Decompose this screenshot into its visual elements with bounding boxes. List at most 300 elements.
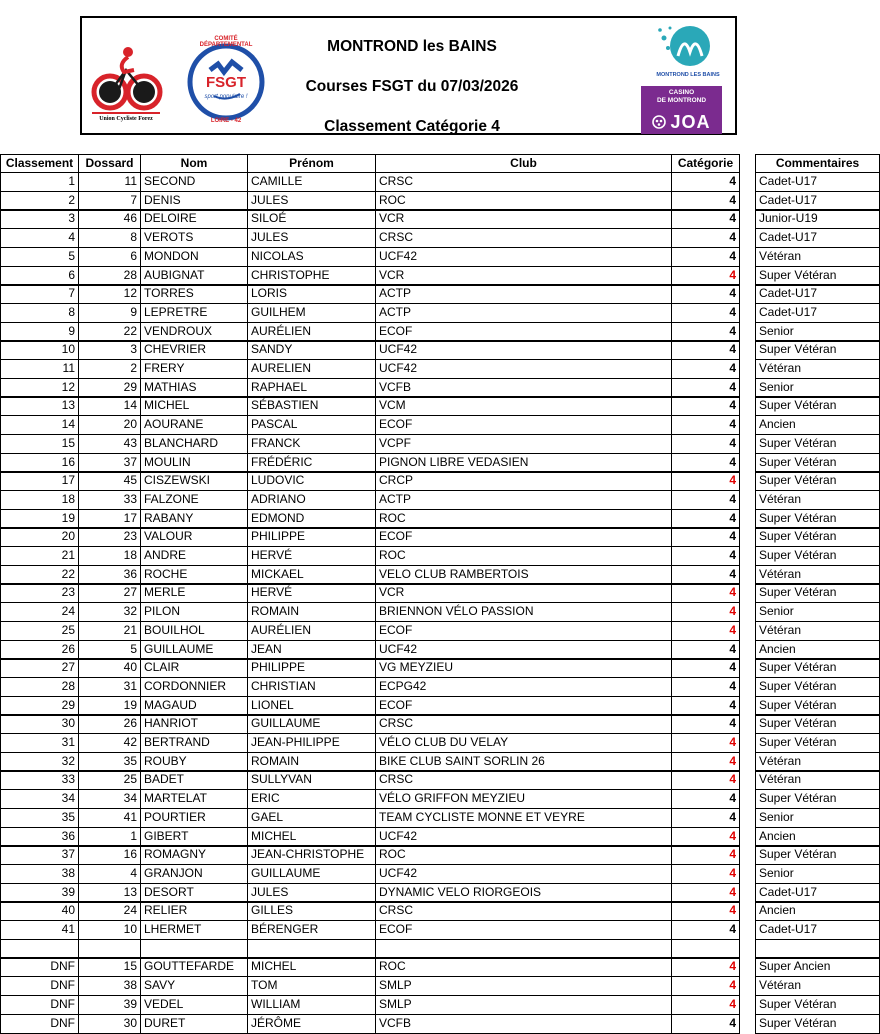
cell-rank: 10 <box>0 340 79 360</box>
header-commentaires: Commentaires <box>755 154 880 173</box>
cell-nom: RABANY <box>140 509 248 529</box>
cell-cat: 4 <box>671 322 740 342</box>
cell-rank: 18 <box>0 490 79 510</box>
cell-nom: BADET <box>140 770 248 790</box>
cell-cat: 4 <box>671 303 740 323</box>
cell-bib: 13 <box>78 883 141 903</box>
cell-comment: Cadet-U17 <box>755 228 880 248</box>
cell-cat: 4 <box>671 415 740 435</box>
cell-bib: 9 <box>78 303 141 323</box>
header-dossard: Dossard <box>78 154 141 173</box>
cell-comment: Super Vétéran <box>755 789 880 809</box>
cell-bib: 34 <box>78 789 141 809</box>
cell-rank: 41 <box>0 920 79 940</box>
cell-comment: Vétéran <box>755 359 880 379</box>
cell-club: CRCP <box>375 471 672 491</box>
cell-nom: MARTELAT <box>140 789 248 809</box>
cell-club: UCF42 <box>375 827 672 847</box>
cell-comment: Vétéran <box>755 976 880 996</box>
cell-comment: Vétéran <box>755 752 880 772</box>
cell-prenom: CAMILLE <box>247 172 376 192</box>
cell-bib: 17 <box>78 509 141 529</box>
cell-cat: 4 <box>671 995 740 1015</box>
cell-comment: Senior <box>755 864 880 884</box>
cell-prenom: SULLYVAN <box>247 770 376 790</box>
cell-rank: 40 <box>0 901 79 921</box>
cell-prenom: BÉRENGER <box>247 920 376 940</box>
cell-comment: Cadet-U17 <box>755 191 880 211</box>
cell-comment: Ancien <box>755 640 880 660</box>
cell-club: SMLP <box>375 976 672 996</box>
cell-rank: 12 <box>0 378 79 398</box>
cell-club: BIKE CLUB SAINT SORLIN 26 <box>375 752 672 772</box>
cell-nom: FALZONE <box>140 490 248 510</box>
cell-prenom: RAPHAEL <box>247 378 376 398</box>
cell-bib: 40 <box>78 658 141 678</box>
cell-comment: Super Vétéran <box>755 995 880 1015</box>
cell-bib: 3 <box>78 340 141 360</box>
cell-rank: DNF <box>0 995 79 1015</box>
cell-rank: 21 <box>0 546 79 566</box>
fsgt-name: FSGT <box>206 74 246 91</box>
cell-prenom: EDMOND <box>247 509 376 529</box>
cell-comment: Super Vétéran <box>755 733 880 753</box>
cell-bib: 42 <box>78 733 141 753</box>
cell-bib: 14 <box>78 396 141 416</box>
cell-cat: 4 <box>671 191 740 211</box>
cell-prenom <box>247 939 376 959</box>
cell-cat: 4 <box>671 1014 740 1034</box>
cell-bib: 41 <box>78 808 141 828</box>
cell-rank: 38 <box>0 864 79 884</box>
cell-bib: 30 <box>78 1014 141 1034</box>
cell-prenom: MICHEL <box>247 957 376 977</box>
cell-cat: 4 <box>671 453 740 473</box>
cell-nom: TORRES <box>140 284 248 304</box>
cell-cat: 4 <box>671 883 740 903</box>
montrond-logo-text: MONTROND LES BAINS <box>656 72 720 78</box>
cell-bib: 10 <box>78 920 141 940</box>
cell-cat: 4 <box>671 378 740 398</box>
fsgt-bottom-text: LOIRE - 42 <box>210 118 242 124</box>
cell-cat: 4 <box>671 209 740 229</box>
cell-bib <box>78 939 141 959</box>
cell-rank: 23 <box>0 583 79 603</box>
cell-club: ROC <box>375 546 672 566</box>
cell-club: VCR <box>375 583 672 603</box>
cell-rank: DNF <box>0 976 79 996</box>
cell-cat: 4 <box>671 471 740 491</box>
cell-comment: Super Vétéran <box>755 266 880 286</box>
cell-rank: 9 <box>0 322 79 342</box>
cell-bib: 33 <box>78 490 141 510</box>
cell-prenom: ROMAIN <box>247 602 376 622</box>
cell-rank: 28 <box>0 677 79 697</box>
cell-prenom: MICKAEL <box>247 565 376 585</box>
cell-club: VÉLO GRIFFON MEYZIEU <box>375 789 672 809</box>
cell-cat: 4 <box>671 490 740 510</box>
cell-club: VCR <box>375 209 672 229</box>
cell-cat: 4 <box>671 658 740 678</box>
ucf-logo <box>88 40 164 130</box>
cell-club: ECOF <box>375 527 672 547</box>
cell-nom: VALOUR <box>140 527 248 547</box>
cell-rank: 35 <box>0 808 79 828</box>
cell-bib: 22 <box>78 322 141 342</box>
cell-bib: 38 <box>78 976 141 996</box>
cell-bib: 29 <box>78 378 141 398</box>
cell-prenom: JULES <box>247 228 376 248</box>
cell-cat: 4 <box>671 247 740 267</box>
cell-nom: MONDON <box>140 247 248 267</box>
ranking-title: Classement Catégorie 4 <box>324 118 500 135</box>
cell-nom: AUBIGNAT <box>140 266 248 286</box>
cell-nom: DENIS <box>140 191 248 211</box>
cell-comment: Cadet-U17 <box>755 920 880 940</box>
cell-cat: 4 <box>671 789 740 809</box>
cell-bib: 45 <box>78 471 141 491</box>
cell-comment: Super Vétéran <box>755 546 880 566</box>
cell-cat: 4 <box>671 770 740 790</box>
cell-club: VÉLO CLUB DU VELAY <box>375 733 672 753</box>
cell-bib: 6 <box>78 247 141 267</box>
cell-comment: Senior <box>755 808 880 828</box>
cell-rank: 6 <box>0 266 79 286</box>
cell-club: ROC <box>375 509 672 529</box>
cell-cat: 4 <box>671 284 740 304</box>
cell-cat: 4 <box>671 434 740 454</box>
cell-nom: MATHIAS <box>140 378 248 398</box>
cell-comment: Super Vétéran <box>755 527 880 547</box>
cell-comment: Vétéran <box>755 770 880 790</box>
cell-nom: ROUBY <box>140 752 248 772</box>
cell-comment: Super Vétéran <box>755 677 880 697</box>
cell-club: BRIENNON VÉLO PASSION <box>375 602 672 622</box>
cell-club: ECOF <box>375 696 672 716</box>
montrond-logo <box>650 22 726 86</box>
cell-club: VG MEYZIEU <box>375 658 672 678</box>
cell-prenom: JEAN-CHRISTOPHE <box>247 845 376 865</box>
cell-cat: 4 <box>671 266 740 286</box>
cell-prenom: FRANCK <box>247 434 376 454</box>
fsgt-arc-text: COMITÉ DÉPARTEMENTAL <box>199 36 253 48</box>
cell-rank: 29 <box>0 696 79 716</box>
cell-club: ROC <box>375 191 672 211</box>
cell-nom: CLAIR <box>140 658 248 678</box>
casino-line1: CASINO <box>668 89 695 96</box>
cell-comment: Ancien <box>755 901 880 921</box>
cell-prenom: MICHEL <box>247 827 376 847</box>
cell-cat: 4 <box>671 808 740 828</box>
cell-bib: 16 <box>78 845 141 865</box>
header-categorie: Catégorie <box>671 154 740 173</box>
cell-bib: 12 <box>78 284 141 304</box>
cell-bib: 24 <box>78 901 141 921</box>
cell-rank: 17 <box>0 471 79 491</box>
cell-nom: SECOND <box>140 172 248 192</box>
cell-bib: 4 <box>78 864 141 884</box>
cell-bib: 27 <box>78 583 141 603</box>
cell-prenom: ERIC <box>247 789 376 809</box>
cell-rank: 22 <box>0 565 79 585</box>
cell-comment: Super Vétéran <box>755 453 880 473</box>
cell-bib: 39 <box>78 995 141 1015</box>
cell-bib: 11 <box>78 172 141 192</box>
cell-nom: CHEVRIER <box>140 340 248 360</box>
cell-bib: 2 <box>78 359 141 379</box>
header-classement: Classement <box>0 154 79 173</box>
cell-nom: MERLE <box>140 583 248 603</box>
cell-cat <box>671 939 740 959</box>
fsgt-tagline: sport populaire ! <box>204 94 248 100</box>
cell-prenom: PASCAL <box>247 415 376 435</box>
cell-cat: 4 <box>671 827 740 847</box>
cell-cat: 4 <box>671 396 740 416</box>
cell-cat: 4 <box>671 340 740 360</box>
cell-cat: 4 <box>671 172 740 192</box>
cell-nom: AOURANE <box>140 415 248 435</box>
cell-club: ECOF <box>375 621 672 641</box>
cell-nom: RELIER <box>140 901 248 921</box>
cell-comment: Super Ancien <box>755 957 880 977</box>
cell-club: CRSC <box>375 228 672 248</box>
cell-cat: 4 <box>671 714 740 734</box>
cell-bib: 1 <box>78 827 141 847</box>
cell-prenom: LIONEL <box>247 696 376 716</box>
cell-club: UCF42 <box>375 359 672 379</box>
cell-nom: CISZEWSKI <box>140 471 248 491</box>
cell-comment <box>755 939 880 959</box>
cell-comment: Super Vétéran <box>755 714 880 734</box>
cell-bib: 46 <box>78 209 141 229</box>
cell-club: CRSC <box>375 770 672 790</box>
cell-nom: PILON <box>140 602 248 622</box>
cell-comment: Super Vétéran <box>755 845 880 865</box>
cell-prenom: JULES <box>247 191 376 211</box>
cell-club: UCF42 <box>375 340 672 360</box>
cell-comment: Cadet-U17 <box>755 883 880 903</box>
cell-prenom: NICOLAS <box>247 247 376 267</box>
cell-club: VCFB <box>375 1014 672 1034</box>
cell-comment: Super Vétéran <box>755 1014 880 1034</box>
cell-bib: 8 <box>78 228 141 248</box>
cell-prenom: PHILIPPE <box>247 527 376 547</box>
cell-prenom: GUILHEM <box>247 303 376 323</box>
cell-club: ACTP <box>375 303 672 323</box>
cell-comment: Vétéran <box>755 247 880 267</box>
cell-prenom: JÉRÔME <box>247 1014 376 1034</box>
cell-rank: 26 <box>0 640 79 660</box>
cell-club: ACTP <box>375 490 672 510</box>
cell-nom: DELOIRE <box>140 209 248 229</box>
cell-nom: GRANJON <box>140 864 248 884</box>
cell-prenom: AURÉLIEN <box>247 621 376 641</box>
cell-rank: 4 <box>0 228 79 248</box>
cell-rank: 15 <box>0 434 79 454</box>
cell-prenom: GILLES <box>247 901 376 921</box>
cell-club: UCF42 <box>375 247 672 267</box>
cell-comment: Cadet-U17 <box>755 172 880 192</box>
cell-rank: 2 <box>0 191 79 211</box>
cell-nom: BOUILHOL <box>140 621 248 641</box>
cell-prenom: TOM <box>247 976 376 996</box>
cell-prenom: ROMAIN <box>247 752 376 772</box>
cell-nom: ROCHE <box>140 565 248 585</box>
cell-nom: LHERMET <box>140 920 248 940</box>
cell-bib: 28 <box>78 266 141 286</box>
cell-club: VCM <box>375 396 672 416</box>
cell-cat: 4 <box>671 733 740 753</box>
cell-club: VCR <box>375 266 672 286</box>
cell-rank: 30 <box>0 714 79 734</box>
cell-rank: DNF <box>0 1014 79 1034</box>
cell-nom: ANDRE <box>140 546 248 566</box>
cell-comment: Ancien <box>755 415 880 435</box>
header-nom: Nom <box>140 154 248 173</box>
cell-club: CRSC <box>375 714 672 734</box>
cell-rank: 37 <box>0 845 79 865</box>
cell-club: VCPF <box>375 434 672 454</box>
cell-prenom: CHRISTOPHE <box>247 266 376 286</box>
cell-bib: 36 <box>78 565 141 585</box>
cell-rank: 7 <box>0 284 79 304</box>
cell-bib: 19 <box>78 696 141 716</box>
cell-club: ROC <box>375 845 672 865</box>
cell-prenom: LORIS <box>247 284 376 304</box>
cell-prenom: SILOÉ <box>247 209 376 229</box>
cell-comment: Cadet-U17 <box>755 284 880 304</box>
cell-cat: 4 <box>671 957 740 977</box>
cell-comment: Cadet-U17 <box>755 303 880 323</box>
cell-club: UCF42 <box>375 640 672 660</box>
cell-nom: GOUTTEFARDE <box>140 957 248 977</box>
cell-club: DYNAMIC VELO RIORGEOIS <box>375 883 672 903</box>
cell-cat: 4 <box>671 509 740 529</box>
cell-cat: 4 <box>671 696 740 716</box>
cell-comment: Junior-U19 <box>755 209 880 229</box>
cell-nom: ROMAGNY <box>140 845 248 865</box>
cell-prenom: LUDOVIC <box>247 471 376 491</box>
cell-comment: Super Vétéran <box>755 434 880 454</box>
cell-club: CRSC <box>375 172 672 192</box>
cell-comment: Super Vétéran <box>755 583 880 603</box>
cell-rank: 33 <box>0 770 79 790</box>
cell-rank: 1 <box>0 172 79 192</box>
cell-comment: Ancien <box>755 827 880 847</box>
cell-cat: 4 <box>671 602 740 622</box>
cell-club: ECPG42 <box>375 677 672 697</box>
cell-club: VELO CLUB RAMBERTOIS <box>375 565 672 585</box>
casino-line2: DE MONTROND <box>656 97 707 104</box>
cell-prenom: PHILIPPE <box>247 658 376 678</box>
cell-comment: Super Vétéran <box>755 340 880 360</box>
cell-rank: 34 <box>0 789 79 809</box>
cell-bib: 32 <box>78 602 141 622</box>
cell-nom: FRERY <box>140 359 248 379</box>
cell-prenom: FRÉDÉRIC <box>247 453 376 473</box>
cell-bib: 15 <box>78 957 141 977</box>
cell-rank: 3 <box>0 209 79 229</box>
cell-nom: DURET <box>140 1014 248 1034</box>
cell-nom: CORDONNIER <box>140 677 248 697</box>
cell-prenom: AURELIEN <box>247 359 376 379</box>
cell-comment: Vétéran <box>755 565 880 585</box>
cell-nom: VEDEL <box>140 995 248 1015</box>
cell-prenom: GAEL <box>247 808 376 828</box>
cell-comment: Super Vétéran <box>755 696 880 716</box>
cell-bib: 35 <box>78 752 141 772</box>
cell-nom: SAVY <box>140 976 248 996</box>
cell-club: PIGNON LIBRE VEDASIEN <box>375 453 672 473</box>
cell-cat: 4 <box>671 359 740 379</box>
cell-cat: 4 <box>671 901 740 921</box>
cell-cat: 4 <box>671 546 740 566</box>
cell-rank <box>0 939 79 959</box>
cell-comment: Super Vétéran <box>755 471 880 491</box>
cell-prenom: SÉBASTIEN <box>247 396 376 416</box>
cell-bib: 26 <box>78 714 141 734</box>
cell-bib: 5 <box>78 640 141 660</box>
cell-nom: GUILLAUME <box>140 640 248 660</box>
cell-club: ECOF <box>375 322 672 342</box>
cell-cat: 4 <box>671 920 740 940</box>
cell-bib: 43 <box>78 434 141 454</box>
cell-prenom: AURÉLIEN <box>247 322 376 342</box>
cell-rank: 5 <box>0 247 79 267</box>
cell-cat: 4 <box>671 976 740 996</box>
cell-rank: 36 <box>0 827 79 847</box>
cell-comment: Vétéran <box>755 621 880 641</box>
cell-nom: VENDROUX <box>140 322 248 342</box>
cell-bib: 21 <box>78 621 141 641</box>
cell-rank: 16 <box>0 453 79 473</box>
cell-rank: 19 <box>0 509 79 529</box>
cell-comment: Super Vétéran <box>755 509 880 529</box>
cell-prenom: HERVÉ <box>247 583 376 603</box>
cell-bib: 37 <box>78 453 141 473</box>
cell-nom: MICHEL <box>140 396 248 416</box>
cell-nom: BLANCHARD <box>140 434 248 454</box>
cell-rank: DNF <box>0 957 79 977</box>
cell-rank: 8 <box>0 303 79 323</box>
cell-prenom: GUILLAUME <box>247 864 376 884</box>
cell-bib: 31 <box>78 677 141 697</box>
cell-rank: 24 <box>0 602 79 622</box>
cell-cat: 4 <box>671 527 740 547</box>
cell-club: SMLP <box>375 995 672 1015</box>
cell-cat: 4 <box>671 583 740 603</box>
cell-comment: Senior <box>755 378 880 398</box>
cell-rank: 20 <box>0 527 79 547</box>
cell-nom: DESORT <box>140 883 248 903</box>
cell-nom: POURTIER <box>140 808 248 828</box>
joa-emblem-icon <box>652 115 666 129</box>
cell-nom: MOULIN <box>140 453 248 473</box>
cell-rank: 32 <box>0 752 79 772</box>
fsgt-logo <box>184 36 268 126</box>
cell-bib: 20 <box>78 415 141 435</box>
cell-prenom: JEAN <box>247 640 376 660</box>
cell-bib: 18 <box>78 546 141 566</box>
cell-prenom: WILLIAM <box>247 995 376 1015</box>
cell-cat: 4 <box>671 621 740 641</box>
cell-cat: 4 <box>671 640 740 660</box>
header-banner <box>80 16 737 135</box>
cell-club: ROC <box>375 957 672 977</box>
cell-prenom: JEAN-PHILIPPE <box>247 733 376 753</box>
cell-comment: Super Vétéran <box>755 396 880 416</box>
cell-cat: 4 <box>671 845 740 865</box>
